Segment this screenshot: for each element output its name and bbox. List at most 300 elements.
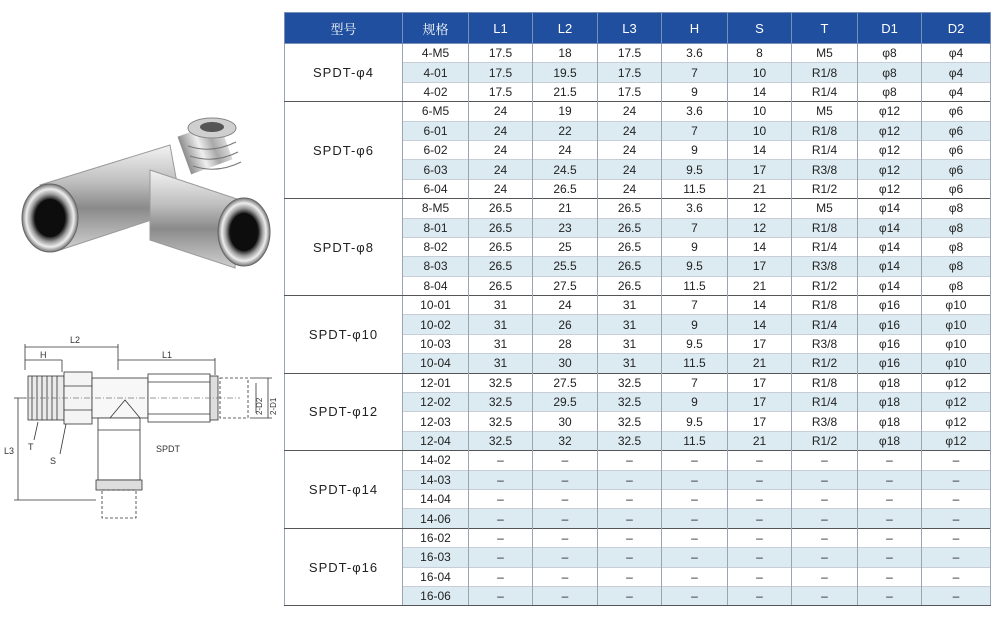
value-cell: φ6 xyxy=(922,179,991,198)
value-cell: – xyxy=(469,489,533,508)
value-cell: R1/2 xyxy=(792,354,858,373)
value-cell: – xyxy=(533,451,598,470)
value-cell: 31 xyxy=(469,315,533,334)
value-cell: φ14 xyxy=(858,276,922,295)
value-cell: – xyxy=(533,548,598,567)
value-cell: 3.6 xyxy=(662,44,728,63)
value-cell: 9.5 xyxy=(662,334,728,353)
label-l2: L2 xyxy=(70,335,81,345)
spec-cell: 10-01 xyxy=(403,296,469,315)
value-cell: – xyxy=(662,509,728,528)
value-cell: 27.5 xyxy=(533,276,598,295)
value-cell: φ10 xyxy=(922,334,991,353)
value-cell: 26.5 xyxy=(533,179,598,198)
value-cell: 21 xyxy=(728,179,792,198)
value-cell: 26.5 xyxy=(469,276,533,295)
value-cell: – xyxy=(858,509,922,528)
value-cell: 9 xyxy=(662,140,728,159)
fitting-right-body-icon xyxy=(150,170,270,268)
value-cell: 7 xyxy=(662,373,728,392)
value-cell: 31 xyxy=(469,334,533,353)
value-cell: – xyxy=(662,489,728,508)
spec-cell: 8-M5 xyxy=(403,199,469,218)
label-h: H xyxy=(40,350,47,360)
value-cell: φ18 xyxy=(858,393,922,412)
label-d1: 2-D1 xyxy=(269,397,278,415)
value-cell: 32 xyxy=(533,431,598,450)
value-cell: – xyxy=(922,567,991,586)
value-cell: 14 xyxy=(728,296,792,315)
value-cell: 24 xyxy=(533,140,598,159)
value-cell: φ8 xyxy=(858,44,922,63)
left-panel xyxy=(0,0,285,620)
value-cell: R1/4 xyxy=(792,140,858,159)
value-cell: – xyxy=(792,567,858,586)
value-cell: 24 xyxy=(598,160,662,179)
value-cell: R3/8 xyxy=(792,160,858,179)
value-cell: φ12 xyxy=(922,373,991,392)
value-cell: 24 xyxy=(598,179,662,198)
value-cell: φ8 xyxy=(858,82,922,101)
value-cell: 24 xyxy=(469,121,533,140)
spec-cell: 10-04 xyxy=(403,354,469,373)
fitting-top-stem-icon xyxy=(177,118,241,174)
value-cell: M5 xyxy=(792,44,858,63)
value-cell: R1/8 xyxy=(792,218,858,237)
value-cell: 32.5 xyxy=(598,412,662,431)
table-row xyxy=(285,528,991,547)
model-cell: SPDT-φ16 xyxy=(285,528,403,606)
value-cell: R3/8 xyxy=(792,334,858,353)
value-cell: R1/2 xyxy=(792,431,858,450)
value-cell: – xyxy=(858,586,922,605)
value-cell: 17 xyxy=(728,160,792,179)
value-cell: 24 xyxy=(598,102,662,121)
value-cell: φ12 xyxy=(922,393,991,412)
value-cell: 11.5 xyxy=(662,179,728,198)
value-cell: – xyxy=(598,548,662,567)
value-cell: φ12 xyxy=(858,121,922,140)
value-cell: 24 xyxy=(469,160,533,179)
value-cell: – xyxy=(533,567,598,586)
table-row xyxy=(285,296,991,315)
value-cell: 9.5 xyxy=(662,160,728,179)
value-cell: 12 xyxy=(728,218,792,237)
value-cell: – xyxy=(598,567,662,586)
value-cell: 14 xyxy=(728,237,792,256)
spec-cell: 4-02 xyxy=(403,82,469,101)
value-cell: – xyxy=(728,567,792,586)
value-cell: – xyxy=(533,470,598,489)
spec-cell: 6-03 xyxy=(403,160,469,179)
value-cell: φ14 xyxy=(858,257,922,276)
value-cell: φ4 xyxy=(922,44,991,63)
header-cell: 型号 xyxy=(285,13,403,44)
value-cell: 17 xyxy=(728,393,792,412)
value-cell: 26.5 xyxy=(469,237,533,256)
value-cell: – xyxy=(533,528,598,547)
value-cell: – xyxy=(598,586,662,605)
model-cell: SPDT-φ10 xyxy=(285,296,403,374)
spec-cell: 12-04 xyxy=(403,431,469,450)
value-cell: φ10 xyxy=(922,354,991,373)
value-cell: – xyxy=(598,470,662,489)
value-cell: 26.5 xyxy=(469,218,533,237)
value-cell: 31 xyxy=(469,354,533,373)
table-row xyxy=(285,44,991,63)
value-cell: 26.5 xyxy=(598,218,662,237)
value-cell: φ4 xyxy=(922,63,991,82)
spec-cell: 14-06 xyxy=(403,509,469,528)
value-cell: φ16 xyxy=(858,296,922,315)
value-cell: φ14 xyxy=(858,237,922,256)
spec-cell: 8-04 xyxy=(403,276,469,295)
header-cell: H xyxy=(662,13,728,44)
value-cell: – xyxy=(469,509,533,528)
value-cell: 11.5 xyxy=(662,354,728,373)
value-cell: 26.5 xyxy=(469,199,533,218)
value-cell: 28 xyxy=(533,334,598,353)
value-cell: 32.5 xyxy=(598,393,662,412)
value-cell: φ14 xyxy=(858,199,922,218)
value-cell: 29.5 xyxy=(533,393,598,412)
value-cell: – xyxy=(792,509,858,528)
value-cell: – xyxy=(533,586,598,605)
value-cell: 7 xyxy=(662,63,728,82)
value-cell: 32.5 xyxy=(469,393,533,412)
value-cell: R3/8 xyxy=(792,412,858,431)
value-cell: 30 xyxy=(533,412,598,431)
spec-cell: 16-02 xyxy=(403,528,469,547)
header-cell: D2 xyxy=(922,13,991,44)
value-cell: 17.5 xyxy=(598,44,662,63)
value-cell: 31 xyxy=(598,296,662,315)
value-cell: 9.5 xyxy=(662,412,728,431)
model-cell: SPDT-φ14 xyxy=(285,451,403,529)
value-cell: 30 xyxy=(533,354,598,373)
model-cell: SPDT-φ6 xyxy=(285,102,403,199)
value-cell: 14 xyxy=(728,315,792,334)
value-cell: M5 xyxy=(792,199,858,218)
spec-cell: 6-M5 xyxy=(403,102,469,121)
value-cell: – xyxy=(469,528,533,547)
table-row xyxy=(285,373,991,392)
spec-cell: 4-01 xyxy=(403,63,469,82)
value-cell: 26 xyxy=(533,315,598,334)
value-cell: 31 xyxy=(598,315,662,334)
spec-cell: 14-03 xyxy=(403,470,469,489)
value-cell: 31 xyxy=(598,334,662,353)
value-cell: φ8 xyxy=(922,237,991,256)
table-row xyxy=(285,199,991,218)
value-cell: 17 xyxy=(728,257,792,276)
value-cell: 17.5 xyxy=(469,44,533,63)
value-cell: R1/2 xyxy=(792,179,858,198)
value-cell: 27.5 xyxy=(533,373,598,392)
value-cell: – xyxy=(469,586,533,605)
value-cell: φ16 xyxy=(858,334,922,353)
value-cell: R1/8 xyxy=(792,63,858,82)
value-cell: 17 xyxy=(728,334,792,353)
value-cell: – xyxy=(598,509,662,528)
value-cell: – xyxy=(922,451,991,470)
value-cell: 21 xyxy=(728,431,792,450)
header-row xyxy=(285,13,991,44)
spec-cell: 14-02 xyxy=(403,451,469,470)
value-cell: – xyxy=(922,548,991,567)
value-cell: R1/4 xyxy=(792,237,858,256)
value-cell: – xyxy=(598,451,662,470)
label-d2: 2-D2 xyxy=(255,397,264,415)
value-cell: – xyxy=(792,586,858,605)
value-cell: – xyxy=(792,451,858,470)
value-cell: φ8 xyxy=(858,63,922,82)
value-cell: – xyxy=(533,509,598,528)
value-cell: – xyxy=(598,528,662,547)
value-cell: – xyxy=(922,509,991,528)
value-cell: R1/8 xyxy=(792,373,858,392)
table-row xyxy=(285,451,991,470)
value-cell: 24 xyxy=(469,179,533,198)
value-cell: 32.5 xyxy=(469,373,533,392)
value-cell: 17.5 xyxy=(598,82,662,101)
value-cell: 32.5 xyxy=(469,412,533,431)
value-cell: 25 xyxy=(533,237,598,256)
value-cell: – xyxy=(728,470,792,489)
value-cell: 12 xyxy=(728,199,792,218)
value-cell: φ18 xyxy=(858,373,922,392)
value-cell: φ18 xyxy=(858,412,922,431)
value-cell: 26.5 xyxy=(598,237,662,256)
header-cell: L2 xyxy=(533,13,598,44)
value-cell: – xyxy=(728,586,792,605)
value-cell: φ12 xyxy=(922,412,991,431)
value-cell: 10 xyxy=(728,63,792,82)
value-cell: – xyxy=(662,470,728,489)
value-cell: – xyxy=(858,567,922,586)
value-cell: – xyxy=(858,451,922,470)
value-cell: 9 xyxy=(662,393,728,412)
header-cell: 规格 xyxy=(403,13,469,44)
value-cell: R1/4 xyxy=(792,393,858,412)
value-cell: M5 xyxy=(792,102,858,121)
value-cell: – xyxy=(728,528,792,547)
header-cell: L3 xyxy=(598,13,662,44)
value-cell: φ8 xyxy=(922,199,991,218)
value-cell: 10 xyxy=(728,121,792,140)
value-cell: 10 xyxy=(728,102,792,121)
value-cell: φ12 xyxy=(858,140,922,159)
value-cell: 17 xyxy=(728,373,792,392)
value-cell: 11.5 xyxy=(662,276,728,295)
spec-cell: 8-02 xyxy=(403,237,469,256)
value-cell: – xyxy=(858,489,922,508)
value-cell: φ12 xyxy=(858,179,922,198)
value-cell: φ10 xyxy=(922,315,991,334)
model-cell: SPDT-φ12 xyxy=(285,373,403,451)
label-l1: L1 xyxy=(162,350,173,360)
value-cell: 9 xyxy=(662,82,728,101)
value-cell: 7 xyxy=(662,121,728,140)
spec-cell: 8-01 xyxy=(403,218,469,237)
value-cell: 26.5 xyxy=(469,257,533,276)
spec-cell: 10-02 xyxy=(403,315,469,334)
value-cell: φ16 xyxy=(858,354,922,373)
value-cell: φ12 xyxy=(858,160,922,179)
value-cell: 24 xyxy=(533,296,598,315)
spec-cell: 14-04 xyxy=(403,489,469,508)
value-cell: – xyxy=(792,489,858,508)
spec-cell: 12-01 xyxy=(403,373,469,392)
table-row xyxy=(285,102,991,121)
value-cell: R1/4 xyxy=(792,82,858,101)
value-cell: 26.5 xyxy=(598,276,662,295)
value-cell: 24 xyxy=(598,121,662,140)
value-cell: R1/4 xyxy=(792,315,858,334)
value-cell: 18 xyxy=(533,44,598,63)
spec-cell: 8-03 xyxy=(403,257,469,276)
value-cell: 3.6 xyxy=(662,102,728,121)
value-cell: – xyxy=(469,470,533,489)
value-cell: – xyxy=(662,451,728,470)
value-cell: 11.5 xyxy=(662,431,728,450)
header-cell: T xyxy=(792,13,858,44)
header-cell: S xyxy=(728,13,792,44)
value-cell: – xyxy=(662,528,728,547)
value-cell: 14 xyxy=(728,140,792,159)
value-cell: 19 xyxy=(533,102,598,121)
value-cell: φ18 xyxy=(858,431,922,450)
spec-cell: 6-01 xyxy=(403,121,469,140)
spec-cell: 4-M5 xyxy=(403,44,469,63)
value-cell: φ12 xyxy=(922,431,991,450)
value-cell: 17.5 xyxy=(469,82,533,101)
value-cell: φ8 xyxy=(922,218,991,237)
label-t: T xyxy=(28,442,34,452)
product-photo xyxy=(0,0,285,290)
value-cell: φ12 xyxy=(858,102,922,121)
value-cell: 9 xyxy=(662,237,728,256)
value-cell: 21 xyxy=(533,199,598,218)
value-cell: 3.6 xyxy=(662,199,728,218)
value-cell: – xyxy=(922,470,991,489)
value-cell: φ4 xyxy=(922,82,991,101)
value-cell: 14 xyxy=(728,82,792,101)
label-l3: L3 xyxy=(4,446,15,456)
value-cell: 24.5 xyxy=(533,160,598,179)
spec-cell: 16-06 xyxy=(403,586,469,605)
spec-cell: 12-03 xyxy=(403,412,469,431)
value-cell: 8 xyxy=(728,44,792,63)
spec-table xyxy=(284,12,991,606)
value-cell: 9 xyxy=(662,315,728,334)
value-cell: – xyxy=(728,548,792,567)
value-cell: – xyxy=(792,548,858,567)
value-cell: – xyxy=(469,548,533,567)
value-cell: 9.5 xyxy=(662,257,728,276)
value-cell: φ16 xyxy=(858,315,922,334)
technical-drawing xyxy=(0,330,285,540)
value-cell: φ10 xyxy=(922,296,991,315)
value-cell: – xyxy=(728,489,792,508)
value-cell: 23 xyxy=(533,218,598,237)
value-cell: – xyxy=(922,489,991,508)
value-cell: – xyxy=(469,567,533,586)
value-cell: – xyxy=(792,470,858,489)
label-s: S xyxy=(50,456,57,466)
value-cell: 19.5 xyxy=(533,63,598,82)
value-cell: – xyxy=(792,528,858,547)
header-cell: L1 xyxy=(469,13,533,44)
value-cell: – xyxy=(858,528,922,547)
value-cell: R3/8 xyxy=(792,257,858,276)
spec-cell: 16-04 xyxy=(403,567,469,586)
value-cell: 24 xyxy=(469,140,533,159)
value-cell: φ6 xyxy=(922,140,991,159)
spec-cell: 6-02 xyxy=(403,140,469,159)
value-cell: 17 xyxy=(728,412,792,431)
value-cell: – xyxy=(598,489,662,508)
value-cell: φ6 xyxy=(922,102,991,121)
value-cell: 22 xyxy=(533,121,598,140)
value-cell: 32.5 xyxy=(469,431,533,450)
value-cell: 32.5 xyxy=(598,431,662,450)
label-name: SPDT xyxy=(156,444,181,454)
value-cell: φ6 xyxy=(922,121,991,140)
spec-cell: 16-03 xyxy=(403,548,469,567)
value-cell: – xyxy=(533,489,598,508)
spec-cell: 6-04 xyxy=(403,179,469,198)
value-cell: – xyxy=(469,451,533,470)
value-cell: – xyxy=(662,586,728,605)
value-cell: – xyxy=(922,586,991,605)
value-cell: – xyxy=(662,567,728,586)
value-cell: 21.5 xyxy=(533,82,598,101)
value-cell: 21 xyxy=(728,276,792,295)
model-cell: SPDT-φ8 xyxy=(285,199,403,296)
value-cell: φ8 xyxy=(922,276,991,295)
value-cell: φ14 xyxy=(858,218,922,237)
value-cell: – xyxy=(922,528,991,547)
value-cell: 25.5 xyxy=(533,257,598,276)
value-cell: R1/2 xyxy=(792,276,858,295)
value-cell: – xyxy=(728,509,792,528)
spec-cell: 10-03 xyxy=(403,334,469,353)
value-cell: φ8 xyxy=(922,257,991,276)
value-cell: 24 xyxy=(598,140,662,159)
value-cell: 31 xyxy=(469,296,533,315)
value-cell: – xyxy=(662,548,728,567)
value-cell: 7 xyxy=(662,296,728,315)
value-cell: 17.5 xyxy=(469,63,533,82)
value-cell: 32.5 xyxy=(598,373,662,392)
value-cell: R1/8 xyxy=(792,121,858,140)
table-body xyxy=(285,44,991,606)
value-cell: – xyxy=(728,451,792,470)
value-cell: – xyxy=(858,470,922,489)
value-cell: 17.5 xyxy=(598,63,662,82)
value-cell: 21 xyxy=(728,354,792,373)
value-cell: 24 xyxy=(469,102,533,121)
value-cell: 26.5 xyxy=(598,257,662,276)
value-cell: φ6 xyxy=(922,160,991,179)
value-cell: 7 xyxy=(662,218,728,237)
model-cell: SPDT-φ4 xyxy=(285,44,403,102)
header-cell: D1 xyxy=(858,13,922,44)
value-cell: – xyxy=(858,548,922,567)
value-cell: R1/8 xyxy=(792,296,858,315)
value-cell: 31 xyxy=(598,354,662,373)
